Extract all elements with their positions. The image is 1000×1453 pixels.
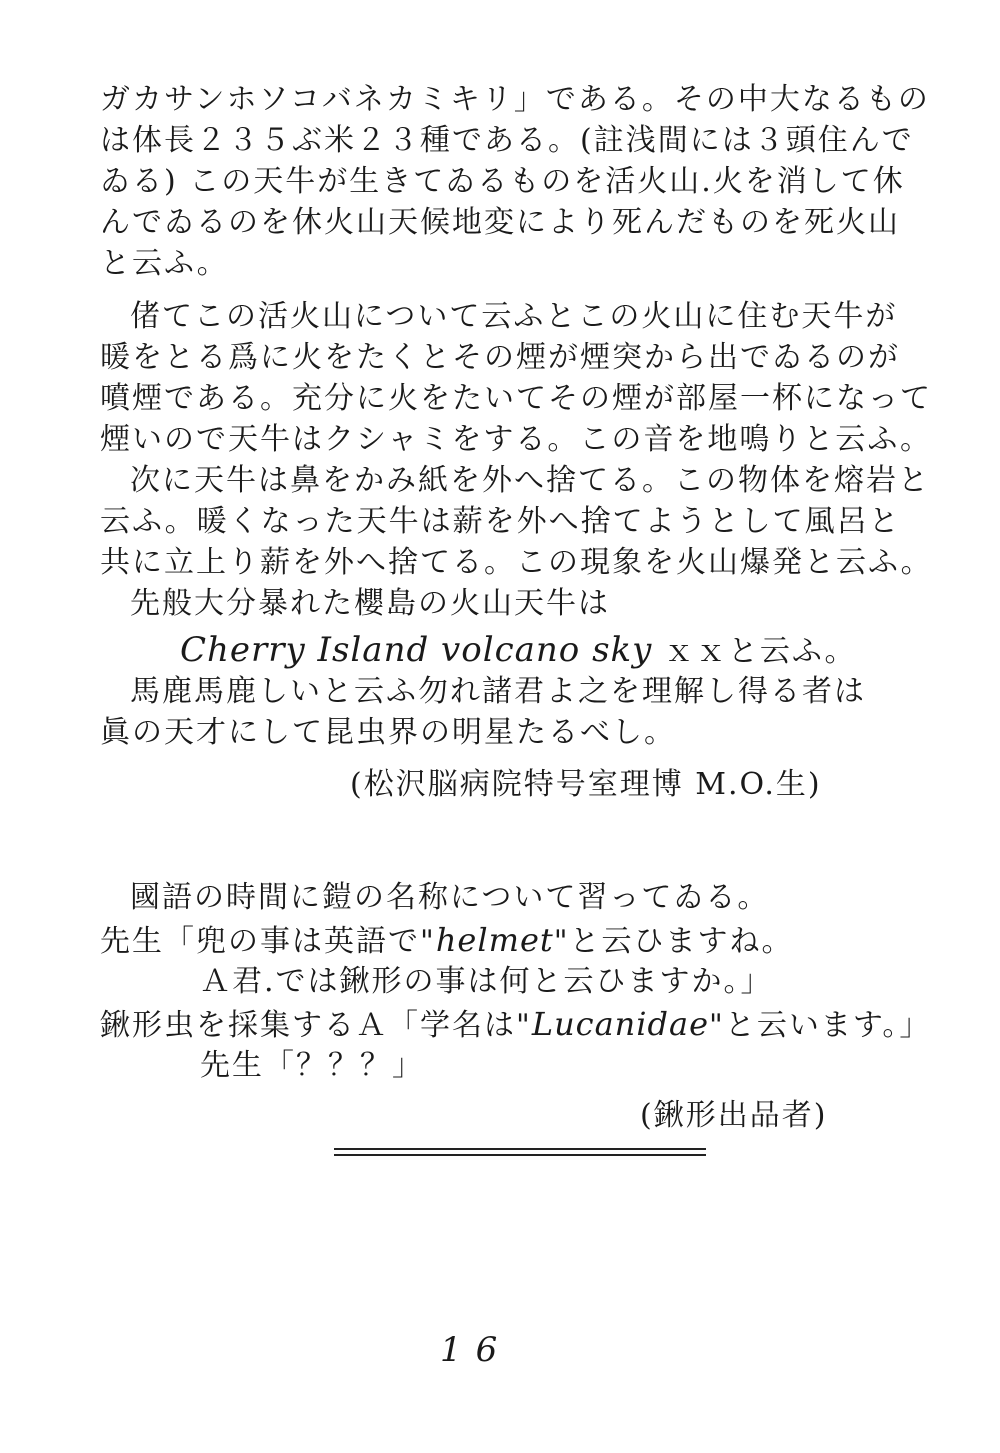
latin-word-helmet: helmet (435, 921, 554, 959)
essay-signature: (松沢脳病院特号室理博 M.O.生) (350, 767, 822, 802)
dialogue-signature: (鍬形出品者) (640, 1098, 828, 1133)
latin-word-lucanidae: Lucanidae (531, 1005, 710, 1043)
dialogue-text: "と云ひますね。 (553, 924, 794, 959)
dialogue-line (100, 920, 794, 962)
closing-line: 馬鹿馬鹿しいと云ふ勿れ諸君よ之を理解し得る者は (130, 674, 866, 709)
page-number: 16 (440, 1330, 512, 1370)
latin-name: Cherry Island volcano sky (180, 630, 653, 670)
essay-line: は体長２３５ぶ米２３種である。(註浅間には３頭住んで (100, 123, 914, 158)
essay-line: ガカサンホソコバネカミキリ」である。その中大なるもの (100, 82, 930, 117)
essay-line: 先般大分暴れた櫻島の火山天牛は (130, 586, 610, 621)
dialogue-line: 先生「？？？」 (200, 1048, 424, 1083)
essay-line: 共に立上り薪を外へ捨てる。この現象を火山爆発と云ふ。 (100, 545, 933, 580)
essay-line: んでゐるのを休火山天候地変により死んだものを死火山 (100, 205, 900, 240)
dialogue-text: "と云います。」 (709, 1008, 932, 1043)
latin-name-suffix: ｘｘと云ふ。 (663, 634, 857, 669)
dialogue-text: 先生「兜の事は英語で" (100, 924, 436, 959)
dialogue-text: 鍬形虫を採集するＡ「学名は" (100, 1008, 532, 1043)
essay-line: 云ふ。暖くなった天牛は薪を外へ捨てようとして風呂と (100, 504, 901, 539)
dialogue-line: 國語の時間に鎧の名称について習ってゐる。 (130, 880, 770, 915)
essay-line: 煙いので天牛はクシャミをする。この音を地鳴りと云ふ。 (100, 422, 932, 457)
divider-rule-top (334, 1148, 706, 1150)
essay-line: 偖てこの活火山について云ふとこの火山に住む天牛が (130, 299, 898, 334)
closing-line: 眞の天才にして昆虫界の明星たるべし。 (100, 715, 676, 750)
dialogue-line: Ａ君.では鍬形の事は何と云ひますか。」 (200, 964, 773, 999)
essay-line: 暖をとる爲に火をたくとその煙が煙突から出でゐるのが (100, 340, 900, 375)
essay-line: 次に天牛は鼻をかみ紙を外へ捨てる。この物体を熔岩と (130, 463, 930, 498)
latin-name-line (180, 630, 857, 672)
essay-line: 噴煙である。充分に火をたいてその煙が部屋一杯になって (100, 381, 932, 416)
dialogue-line (100, 1004, 931, 1046)
essay-line: と云ふ。 (100, 246, 229, 281)
divider-rule-bottom (334, 1154, 706, 1156)
essay-line: ゐる) この天牛が生きてゐるものを活火山.火を消して休 (100, 164, 905, 199)
